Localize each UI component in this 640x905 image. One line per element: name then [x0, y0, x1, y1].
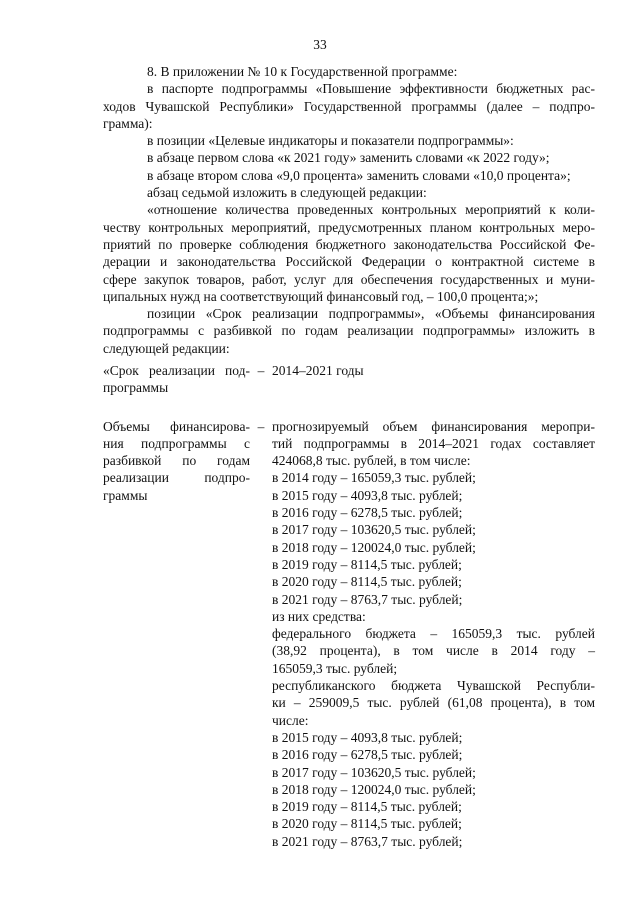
value-line: в 2018 году – 120024,0 тыс. рублей; — [272, 539, 476, 555]
row-label — [103, 418, 250, 504]
value-line: (38,92 процента), в том числе в 2014 году – — [272, 643, 595, 659]
row-label — [103, 362, 250, 397]
label-line: программы — [103, 380, 169, 396]
value-line: в 2019 году – 8114,5 тыс. рублей; — [272, 556, 462, 572]
value-line: в 2014 году – 165059,3 тыс. рублей; — [272, 470, 476, 486]
value-line: федерального бюджета – 165059,3 тыс. рублей — [272, 626, 595, 642]
label-line: ния подпрограммы с — [103, 435, 250, 451]
text-line: ходов Чувашской Республики» Государственной программы (далее – подпро- — [103, 98, 595, 114]
paragraph-second-subparagraph — [103, 167, 595, 184]
value-line: в 2015 году – 4093,8 тыс. рублей; — [272, 487, 463, 503]
amendment-text — [103, 63, 595, 357]
value-line: ки – 259009,5 тыс. рублей (61,08 процента), в том — [272, 695, 595, 711]
row-value — [272, 418, 595, 850]
text-line: подпрограммы с разбивкой по годам реализации подпрограммы» изложить в — [103, 323, 595, 339]
text-line: абзац седьмой изложить в следующей редакции: — [147, 185, 427, 201]
value-line: из них средства: — [272, 608, 366, 624]
row-value — [272, 362, 595, 379]
value-line: в 2017 году – 103620,5 тыс. рублей; — [272, 764, 476, 780]
value-line: в 2019 году – 8114,5 тыс. рублей; — [272, 799, 462, 815]
passport-table — [103, 362, 595, 871]
value-line: в 2015 году – 4093,8 тыс. рублей; — [272, 729, 463, 745]
value-line: в 2021 году – 8763,7 тыс. рублей; — [272, 591, 463, 607]
text-line: в абзаце втором слова «9,0 процента» заменить словами «10,0 процента»; — [147, 167, 571, 183]
text-line: следующей редакции: — [103, 340, 230, 356]
label-line: граммы — [103, 487, 148, 503]
paragraph-first-subparagraph — [103, 149, 595, 166]
label-line: «Срок реализации под- — [103, 363, 250, 378]
value-line: республиканского бюджета Чувашской Республи- — [272, 678, 595, 694]
text-line: приятий по проверке соблюдения бюджетного законодательства Российской Фе- — [103, 236, 595, 252]
paragraph-target-indicators — [103, 132, 595, 149]
paragraph-seventh-subparagraph — [103, 184, 595, 201]
passport-row-funding-volumes — [103, 418, 595, 850]
value-line: в 2016 году – 6278,5 тыс. рублей; — [272, 747, 463, 763]
value-line: в 2016 году – 6278,5 тыс. рублей; — [272, 505, 463, 521]
page-number: 33 — [313, 37, 327, 52]
text-line: дерации и законодательства Российской Федерации о контрактной системе в — [103, 254, 595, 270]
value-line: числе: — [272, 712, 309, 728]
text-line: грамма): — [103, 115, 153, 131]
text-line: в позиции «Целевые индикаторы и показатели подпрограммы»: — [147, 133, 514, 149]
value-line: в 2017 году – 103620,5 тыс. рублей; — [272, 522, 476, 538]
label-line: Объемы финансирова- — [103, 418, 250, 434]
text-line: честву контрольных мероприятий, предусмотренных планом контрольных меро- — [103, 219, 595, 235]
text-line: 8. В приложении № 10 к Государственной программе: — [147, 64, 458, 79]
value-line: в 2020 году – 8114,5 тыс. рублей; — [272, 816, 462, 832]
text-line: в абзаце первом слова «к 2021 году» заменить словами «к 2022 году»; — [147, 150, 550, 166]
row-dash: – — [257, 363, 265, 378]
text-line: в паспорте подпрограммы «Повышение эффективности бюджетных рас- — [147, 81, 595, 97]
label-line: реализации подпро- — [103, 470, 250, 486]
text-line: сфере закупок товаров, работ, услуг для обеспечения государственных и муни- — [103, 271, 595, 287]
paragraph-quoted-ratio — [103, 201, 595, 305]
value-line: в 2021 году – 8763,7 тыс. рублей; — [272, 833, 463, 849]
value-line: 424068,8 тыс. рублей, в том числе: — [272, 453, 471, 469]
text-line: ципальных нужд на соответствующий финансовый год, – 100,0 процента;»; — [103, 288, 539, 304]
passport-row-implementation-period — [103, 362, 595, 397]
label-line: разбивкой по годам — [103, 453, 250, 469]
text-line: позиции «Срок реализации подпрограммы», «Объемы финансирования — [147, 306, 595, 322]
paragraph-subprogram-passport — [103, 80, 595, 132]
value-line: тий подпрограммы в 2014–2021 годах составляет — [272, 435, 595, 451]
value-line: в 2018 году – 120024,0 тыс. рублей; — [272, 781, 476, 797]
value-line: 2014–2021 годы — [272, 363, 364, 378]
value-line: 165059,3 тыс. рублей; — [272, 660, 398, 676]
value-line: в 2020 году – 8114,5 тыс. рублей; — [272, 574, 462, 590]
paragraph-item-8 — [103, 63, 595, 80]
value-line: прогнозируемый объем финансирования меропри- — [272, 418, 595, 434]
row-dash: – — [257, 418, 265, 434]
paragraph-positions — [103, 305, 595, 357]
text-line: «отношение количества проведенных контрольных мероприятий к коли- — [147, 202, 595, 218]
